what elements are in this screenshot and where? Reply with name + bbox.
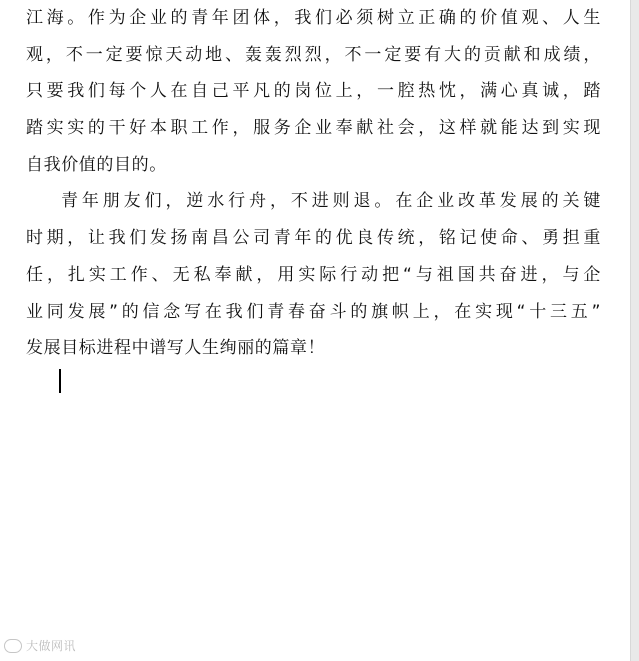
- document-body[interactable]: [26, 0, 601, 367]
- text-line: 任，扎实工作、无私奉献，用实际行动把“与祖国共奋进，与企: [26, 264, 601, 285]
- watermark: [4, 637, 76, 654]
- text-line: 只要我们每个人在自己平凡的岗位上，一腔热忱，满心真诚，踏: [26, 81, 601, 102]
- watermark-logo-icon: [4, 639, 22, 653]
- watermark-text: 大做网讯: [26, 639, 77, 653]
- text-line: 踏实实的干好本职工作，服务企业奉献社会，这样就能达到实现: [26, 118, 601, 139]
- text-cursor: [59, 369, 61, 393]
- text-line: 观，不一定要惊天动地、轰轰烈烈，不一定要有大的贡献和成绩，: [26, 44, 601, 65]
- text-line: 时期，让我们发扬南昌公司青年的优良传统，铭记使命、勇担重: [26, 228, 601, 249]
- text-line: 江海。作为企业的青年团体，我们必须树立正确的价值观、人生: [26, 8, 601, 28]
- text-line: 发展目标进程中谱写人生绚丽的篇章！: [26, 338, 326, 359]
- text-line: 业同发展”的信念写在我们青春奋斗的旗帜上，在实现“十三五”: [26, 301, 601, 322]
- text-line: 自我价值的目的。: [26, 154, 167, 175]
- text-line: 青年朋友们，逆水行舟，不进则退。在企业改革发展的关键: [61, 191, 601, 212]
- page-edge-scrollbar[interactable]: [630, 0, 639, 661]
